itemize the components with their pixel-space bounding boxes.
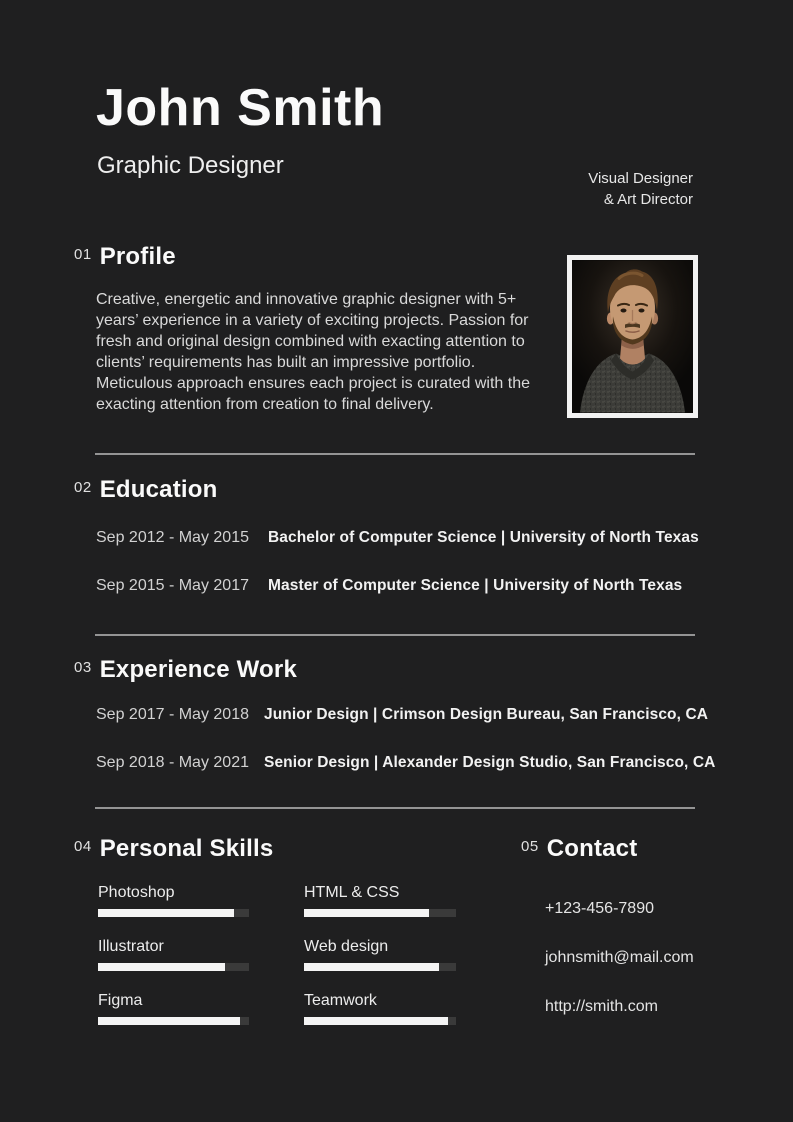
- skill-bar-fill: [98, 963, 225, 971]
- experience-dates: Sep 2018 - May 2021: [96, 754, 249, 771]
- education-row: [96, 529, 699, 547]
- experience-dates: Sep 2017 - May 2018: [96, 706, 249, 723]
- section-number: 03: [74, 659, 92, 676]
- experience-detail: Junior Design | Crimson Design Bureau, San Francisco, CA: [264, 706, 709, 723]
- skill-label: Illustrator: [98, 938, 164, 955]
- section-number: 04: [74, 838, 92, 855]
- skill-label: Photoshop: [98, 884, 175, 901]
- separator-line: [95, 807, 695, 809]
- education-detail: Master of Computer Science | University of North Texas: [268, 577, 683, 594]
- role-caption-line2: & Art Director: [603, 191, 693, 208]
- skill-bar-track: [98, 1017, 249, 1025]
- skill-bar-fill: [304, 909, 429, 917]
- skill-item: [98, 884, 249, 917]
- section-number: 01: [74, 246, 92, 263]
- section-title: Profile: [99, 243, 176, 270]
- skill-bar-track: [304, 1017, 456, 1025]
- skill-item: [98, 992, 249, 1025]
- section-title: Experience Work: [99, 656, 297, 683]
- job-title: Graphic Designer: [97, 152, 284, 179]
- profile-text: Creative, energetic and innovative graphic designer with 5+ years’ experience in a variety of exciting projects. Passion for fresh and original design combined with exacting attention to clients’ requirements has built an impressive portfolio. Meticulous approach ensures each project is curated with the exacting attention from creation to final delivery.: [96, 291, 531, 413]
- education-detail: Bachelor of Computer Science | University of North Texas: [268, 529, 699, 546]
- section-profile-heading: [74, 244, 176, 270]
- skill-bar-track: [98, 909, 249, 917]
- contact-phone: +123-456-7890: [545, 900, 654, 917]
- experience-row: [96, 706, 708, 724]
- role-caption: [588, 168, 693, 210]
- skill-item: [304, 938, 456, 971]
- skill-bar-fill: [304, 963, 439, 971]
- skill-label: HTML & CSS: [304, 884, 400, 901]
- skill-label: Web design: [304, 938, 389, 955]
- skill-item: [304, 884, 456, 917]
- section-skills-heading: [74, 836, 273, 862]
- portrait-photo: [567, 255, 698, 418]
- experience-detail: Senior Design | Alexander Design Studio, San Francisco, CA: [264, 754, 716, 771]
- section-contact-heading: [521, 836, 637, 862]
- portrait-photo-illustration: [572, 260, 693, 413]
- contact-email: johnsmith@mail.com: [545, 949, 694, 966]
- skill-bar-fill: [98, 1017, 240, 1025]
- education-dates: Sep 2015 - May 2017: [96, 577, 249, 594]
- contact-list: [545, 900, 694, 1047]
- skill-item: [98, 938, 249, 971]
- contact-website: http://smith.com: [545, 998, 658, 1015]
- section-title: Education: [99, 476, 218, 503]
- skill-bar-fill: [304, 1017, 448, 1025]
- section-number: 05: [521, 838, 539, 855]
- skill-label: Teamwork: [304, 992, 377, 1009]
- section-title: Personal Skills: [99, 835, 274, 862]
- role-caption-line1: Visual Designer: [588, 170, 693, 187]
- skill-label: Figma: [98, 992, 143, 1009]
- separator-line: [95, 634, 695, 636]
- experience-row: [96, 754, 715, 772]
- education-dates: Sep 2012 - May 2015: [96, 529, 249, 546]
- person-name: John Smith: [96, 79, 385, 137]
- skill-bar-fill: [98, 909, 234, 917]
- section-title: Contact: [546, 835, 638, 862]
- skills-grid: [98, 884, 456, 1025]
- separator-line: [95, 453, 695, 455]
- section-experience-heading: [74, 657, 297, 683]
- skill-bar-track: [304, 909, 456, 917]
- skill-item: [304, 992, 456, 1025]
- skill-bar-track: [304, 963, 456, 971]
- skill-bar-track: [98, 963, 249, 971]
- section-number: 02: [74, 479, 92, 496]
- education-row: [96, 577, 682, 595]
- section-education-heading: [74, 477, 218, 503]
